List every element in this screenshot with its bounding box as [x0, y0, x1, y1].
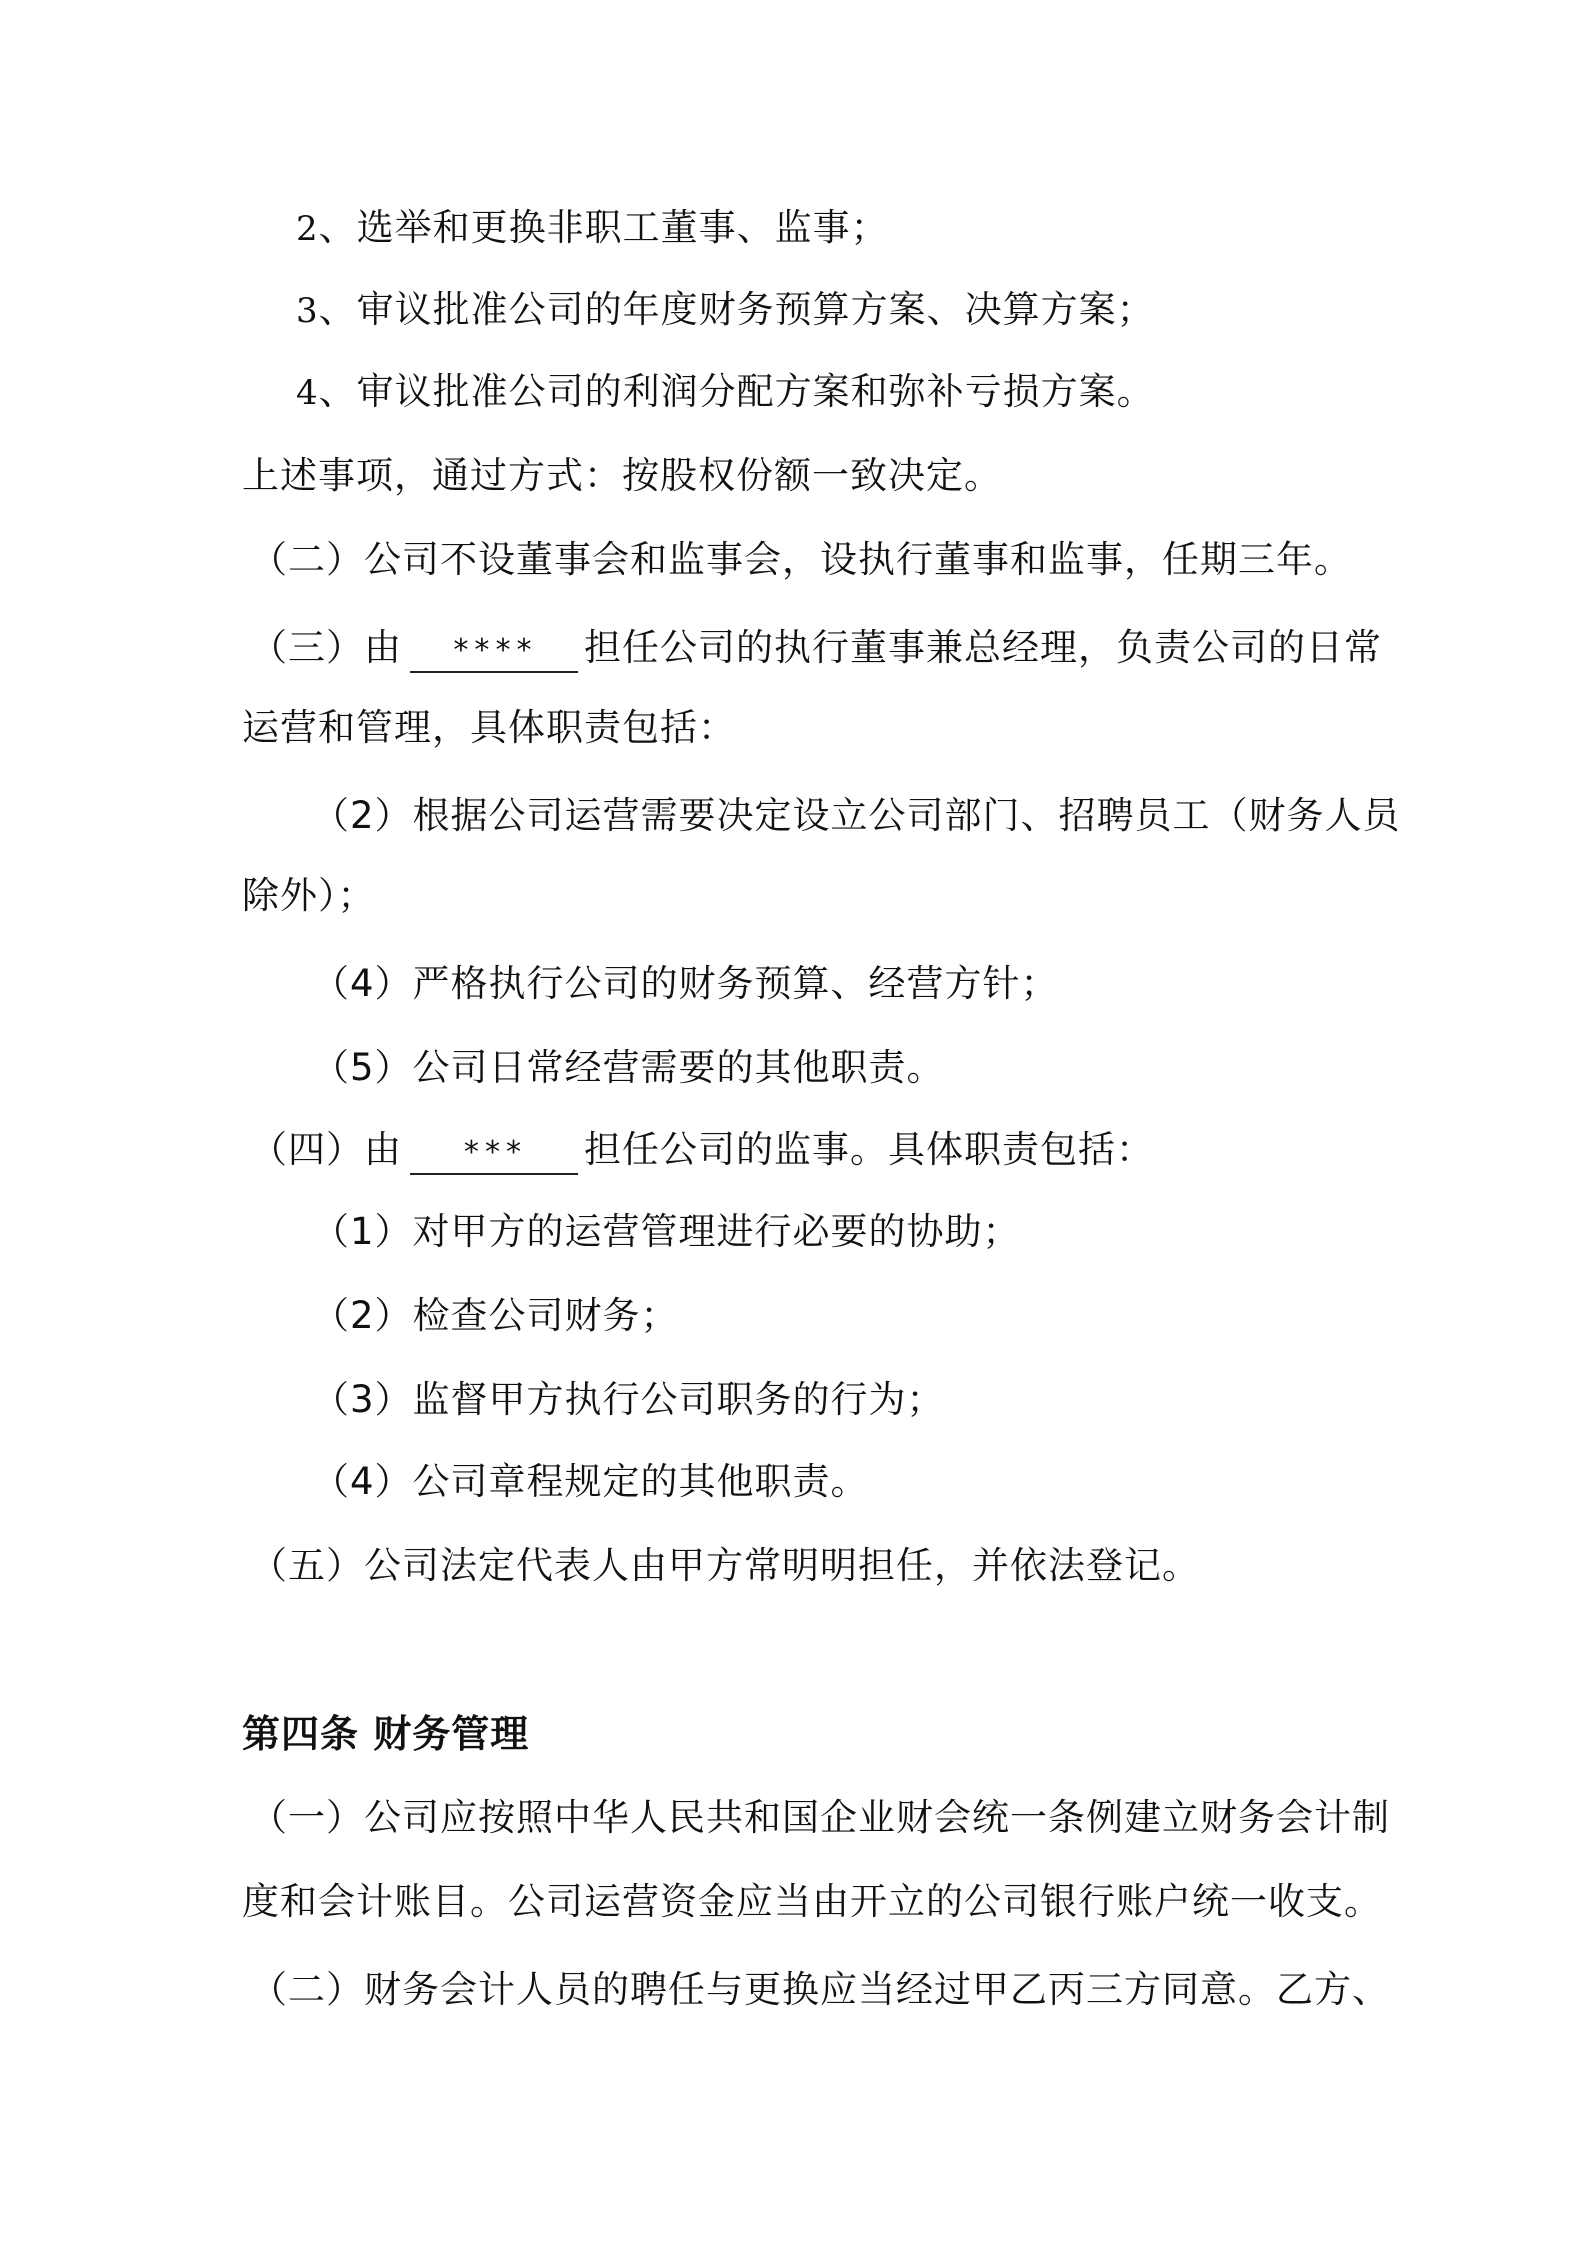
item-text: 、审议批准公司的利润分配方案和弥补亏损方案。	[318, 370, 1155, 413]
exec-duty-2-line-2: 除外）；	[242, 874, 376, 917]
supervisor-duty-1: （1）对甲方的运营管理进行必要的协助；	[312, 1210, 1021, 1253]
shareholder-power-item-2	[296, 206, 1416, 251]
article-4-para-1-line-2: 度和会计账目。公司运营资金应当由开立的公司银行账户统一收支。	[242, 1880, 1382, 1923]
clause-4-line	[250, 1128, 1370, 1175]
article-4-para-1-line-1: （一）公司应按照中华人民共和国企业财会统一条例建立财务会计制	[250, 1796, 1390, 1839]
article-4-title: 第四条 财务管理	[242, 1712, 530, 1756]
clause-2: （二）公司不设董事会和监事会，设执行董事和监事，任期三年。	[250, 538, 1352, 581]
shareholder-power-item-4	[296, 370, 1416, 415]
clause-3-line-2: 运营和管理，具体职责包括：	[242, 706, 736, 749]
exec-duty-5: （5）公司日常经营需要的其他职责。	[312, 1046, 945, 1089]
supervisor-blank	[410, 1130, 578, 1175]
executive-director-blank	[410, 628, 578, 673]
clause-3-line-1	[250, 626, 1382, 673]
supervisor-duty-3: （3）监督甲方执行公司职务的行为；	[312, 1378, 945, 1421]
item-text: 、选举和更换非职工董事、监事；	[318, 206, 889, 249]
voting-method-line: 上述事项，通过方式：按股权份额一致决定。	[242, 454, 1002, 497]
item-number: 3	[296, 291, 319, 331]
supervisor-duty-2: （2）检查公司财务；	[312, 1294, 679, 1337]
clause-5: （五）公司法定代表人由甲方常明明担任，并依法登记。	[250, 1544, 1200, 1587]
executive-director-name: ****	[451, 633, 537, 668]
article-4-para-2-line-1: （二）财务会计人员的聘任与更换应当经过甲乙丙三方同意。乙方、	[250, 1968, 1390, 2011]
supervisor-name: ***	[462, 1135, 526, 1170]
clause-4-prefix: （四）由	[250, 1128, 402, 1171]
item-number: 2	[296, 209, 319, 249]
shareholder-power-item-3	[296, 288, 1416, 333]
exec-duty-4: （4）严格执行公司的财务预算、经营方针；	[312, 962, 1059, 1005]
item-number: 4	[296, 373, 319, 413]
clause-4-suffix: 担任公司的监事。具体职责包括：	[584, 1128, 1154, 1171]
clause-3-prefix: （三）由	[250, 626, 402, 669]
item-text: 、审议批准公司的年度财务预算方案、决算方案；	[318, 288, 1155, 331]
clause-3-suffix: 担任公司的执行董事兼总经理，负责公司的日常	[584, 626, 1382, 669]
supervisor-duty-4: （4）公司章程规定的其他职责。	[312, 1460, 869, 1503]
exec-duty-2-line-1: （2）根据公司运营需要决定设立公司部门、招聘员工（财务人员	[312, 794, 1401, 837]
